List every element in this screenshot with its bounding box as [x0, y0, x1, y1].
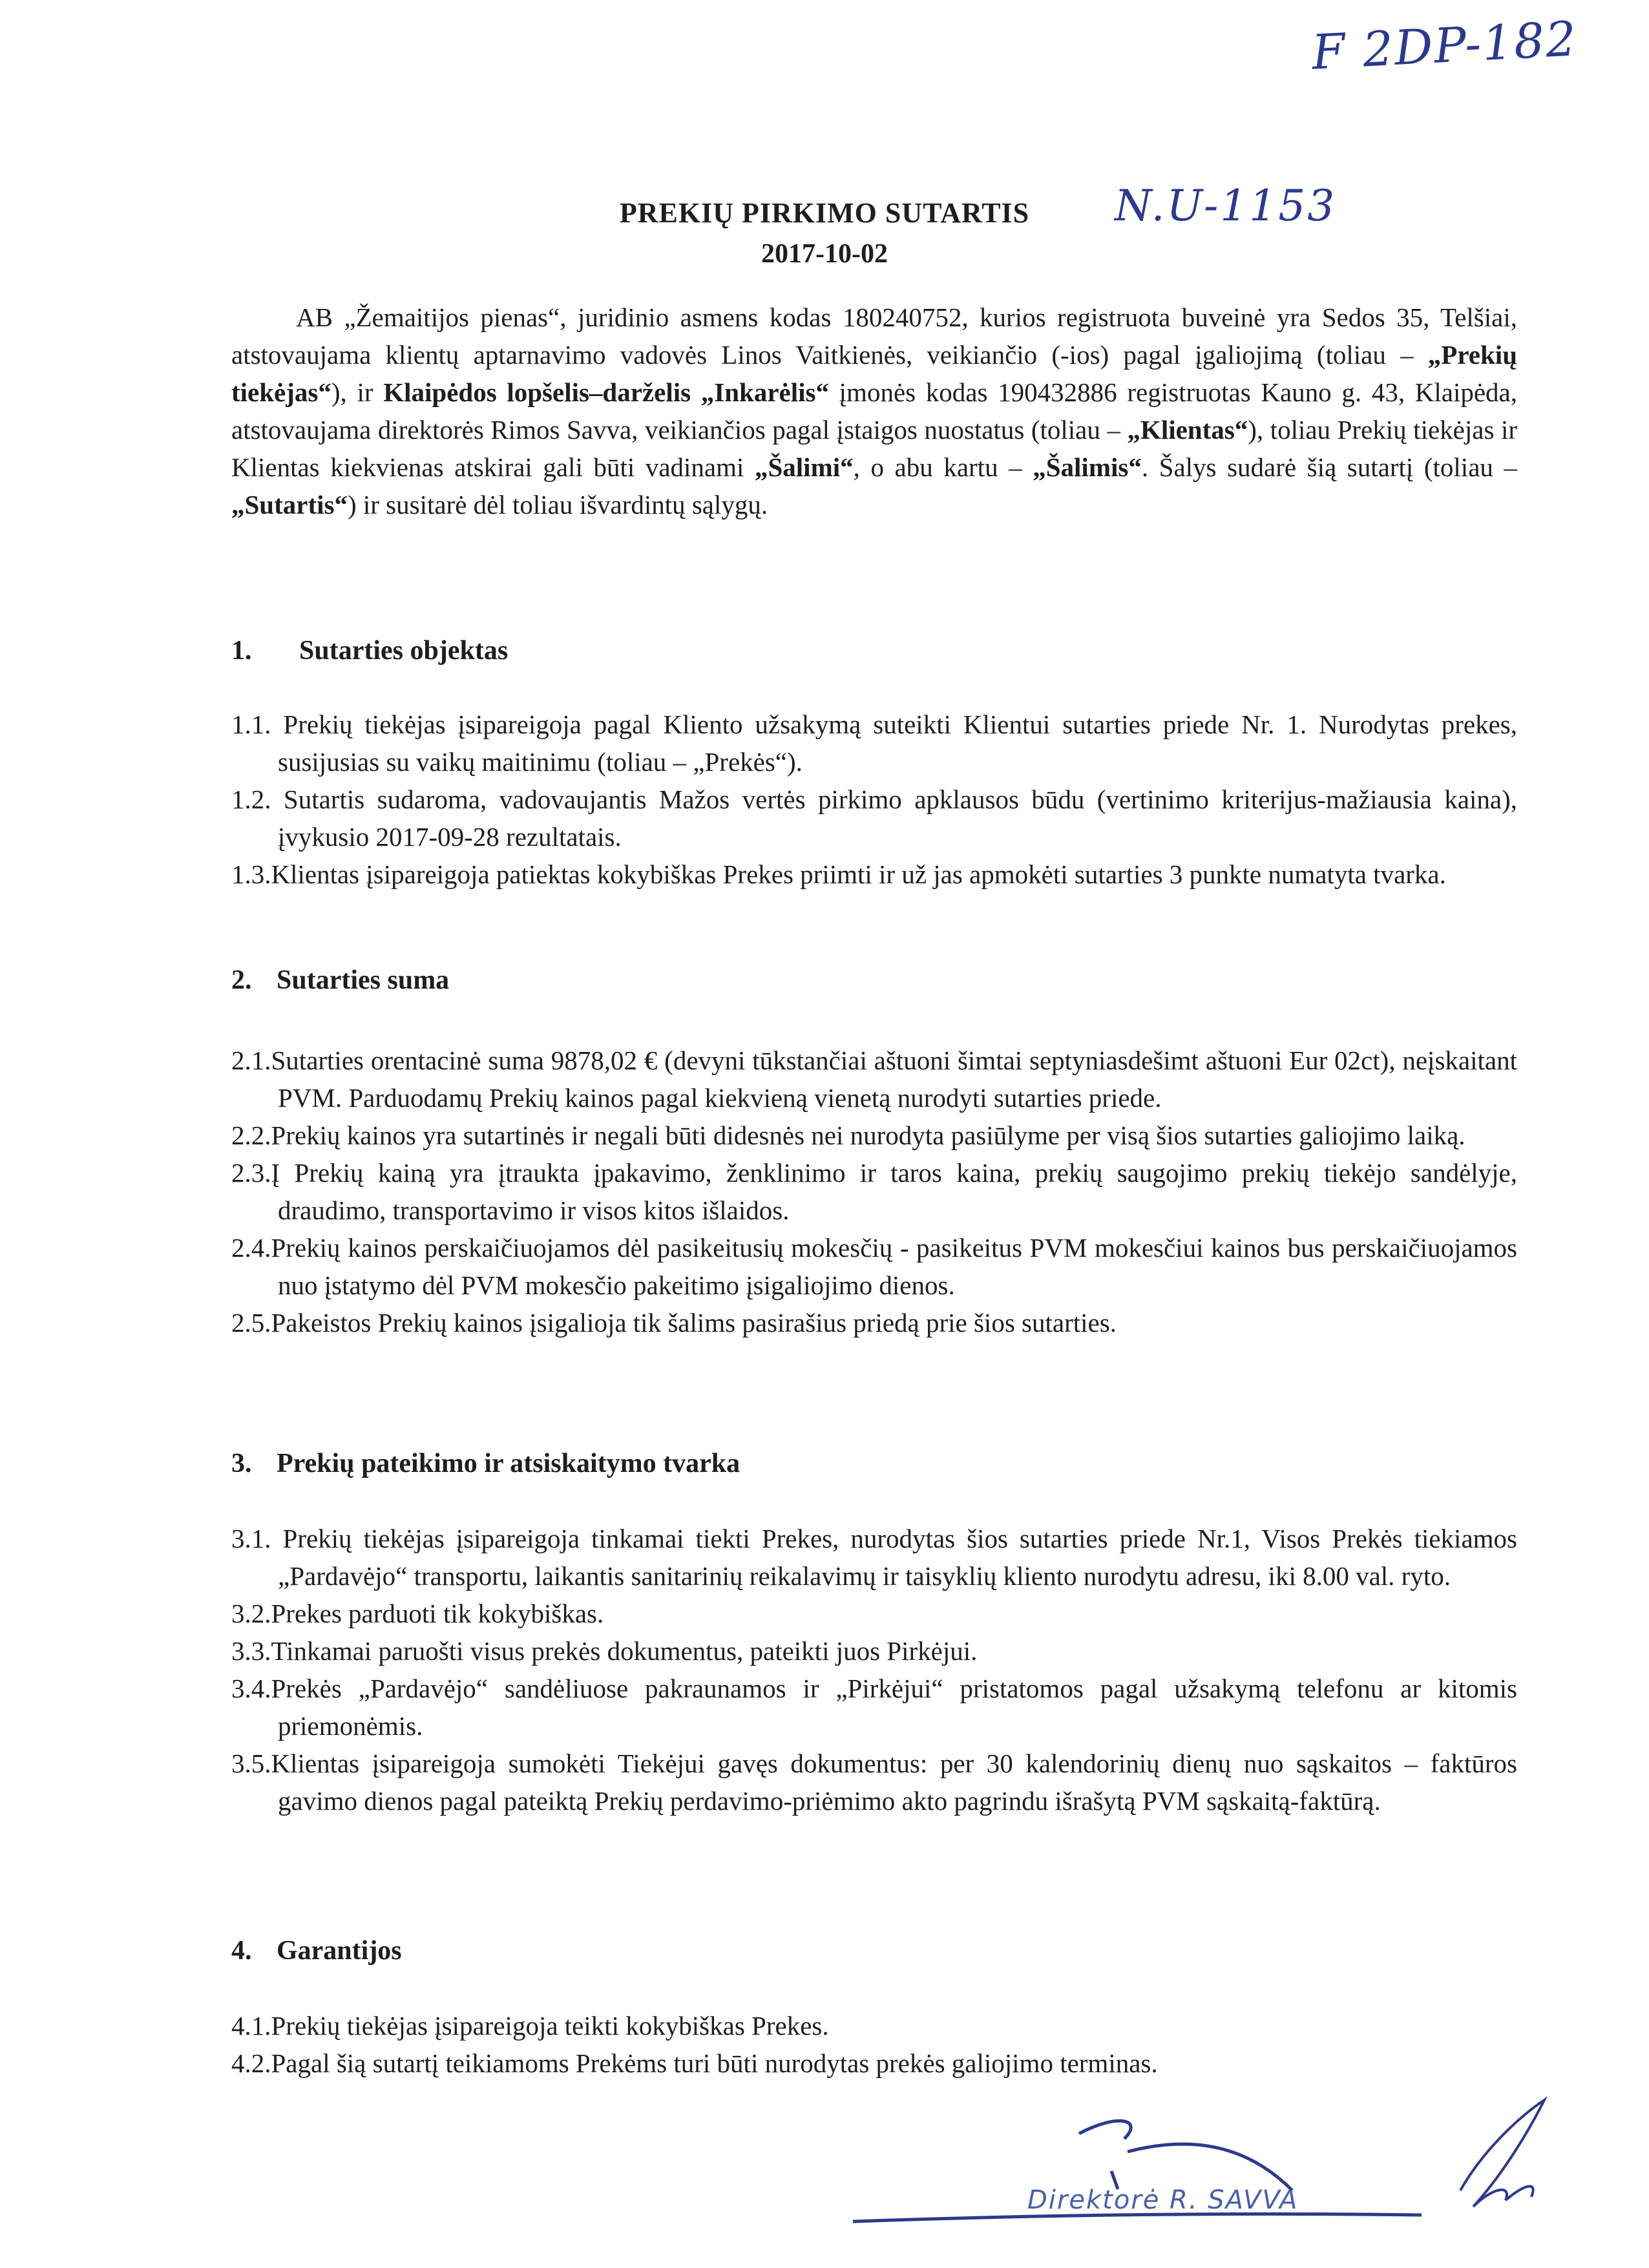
signatory-stamp: Direktorė R. SAVVA: [1027, 2185, 1299, 2215]
clause-1-1: 1.1. Prekių tiekėjas įsipareigoja pagal Kliento užsakymą suteikti Klientui sutarties priede Nr. 1. Nurodytas prekes, susijusias su vaikų maitinimu (toliau – „Prekės“).: [231, 709, 1517, 777]
handwritten-contract-number: N.U-1153: [1115, 181, 1337, 231]
document-date: 2017-10-02: [761, 239, 888, 269]
clause-1-3: 1.3.Klientas įsipareigoja patiektas kokybiškas Prekes priimti ir už jas apmokėti sutarties 3 punkte numatyta tvarka.: [231, 859, 1446, 889]
intro-text: ), toliau Prekių tiekėjas ir Klientas kiekvienas atskirai gali būti vadinami: [231, 415, 1517, 482]
intro-text: . Šalys sudarė šią sutartį (toliau –: [1141, 452, 1517, 482]
title-block: [0, 194, 1649, 273]
clause-2-2: 2.2.Prekių kainos yra sutartinės ir negali būti didesnės nei nurodyta pasiūlyme per visą šios sutarties galiojimo laiką.: [231, 1120, 1465, 1150]
intro-text: įmonės kodas 190432886 registruotas Kauno g. 43, Klaipėda, atstovaujama direktorės Rimos Savva, veikiančios pagal įstaigos nuostatus (toliau –: [231, 377, 1517, 445]
intro-term-parties: „Šalimis“: [1033, 452, 1142, 482]
section-number: 3.: [231, 1449, 252, 1478]
intro-text: , o abu kartu –: [853, 452, 1033, 482]
section-1-items: [231, 706, 1517, 893]
section-title: Prekių pateikimo ir atsiskaitymo tvarka: [277, 1449, 740, 1478]
section-title: Sutarties objektas: [299, 636, 509, 666]
intro-term-client: „Klientas“: [1127, 415, 1248, 445]
section-3-items: [231, 1520, 1517, 1820]
clause-2-1: 2.1.Sutarties orentacinė suma 9878,02 € (devyni tūkstančiai aštuoni šimtai septyniasdešimt aštuoni Eur 02ct), neįskaitant PVM. Parduodamų Prekių kainos pagal kiekvieną vienetą nurodyti sutarties priede.: [231, 1045, 1517, 1113]
section-title: Garantijos: [277, 1936, 402, 1966]
signature-area: [840, 2074, 1583, 2242]
section-2-items: [231, 1042, 1517, 1341]
section-heading-1: [231, 632, 508, 669]
clause-1-2: 1.2. Sutartis sudaroma, vadovaujantis Mažos vertės pirkimo apklausos būdu (vertinimo kriterijus-mažiausia kaina), įvykusio 2017-09-28 rezultatais.: [231, 784, 1517, 852]
clause-3-3: 3.3.Tinkamai paruošti visus prekės dokumentus, pateikti juos Pirkėjui.: [231, 1636, 978, 1666]
intro-term-kindergarten: Klaipėdos lopšelis–darželis „Inkarėlis“: [383, 377, 829, 407]
intro-term-contract: „Sutartis“: [231, 490, 348, 520]
intro-text: AB „Žemaitijos pienas“, juridinio asmens kodas 180240752, kurios registruota buveinė yra Sedos 35, Telšiai, atstovaujama klientų aptarnavimo vadovės Linos Vaitkienės, veikiančio (-ios) pagal įgaliojimą (toliau –: [231, 302, 1517, 370]
clause-2-3: 2.3.Į Prekių kainą yra įtraukta įpakavimo, ženklinimo ir taros kaina, prekių saugojimo prekių tiekėjo sandėlyje, draudimo, transportavimo ir visos kitos išlaidos.: [231, 1158, 1517, 1225]
intro-text: ) ir susitarė dėl toliau išvardintų sąlygų.: [347, 490, 768, 520]
handwritten-code: F 2DP-182: [1310, 11, 1579, 81]
intro-paragraph: [231, 299, 1517, 523]
clause-4-2: 4.2.Pagal šią sutartį teikiamoms Prekėms turi būti nurodytas prekės galiojimo terminas.: [231, 2048, 1158, 2078]
clause-3-4: 3.4.Prekės „Pardavėjo“ sandėliuose pakraunamos ir „Pirkėjui“ pristatomos pagal užsakymą telefonu ar kitomis priemonėmis.: [231, 1674, 1517, 1741]
clause-3-1: 3.1. Prekių tiekėjas įsipareigoja tinkamai tiekti Prekes, nurodytas šios sutarties priede Nr.1, Visos Prekės tiekiamos „Pardavėjo“ transportu, laikantis sanitarinių reikalavimų ir taisyklių kliento nurodytu adresu, iki 8.00 val. ryto.: [231, 1524, 1517, 1591]
section-4-items: [231, 2007, 1517, 2082]
clause-4-1: 4.1.Prekių tiekėjas įsipareigoja teikti kokybiškas Prekes.: [231, 2011, 829, 2041]
section-number: 1.: [231, 636, 252, 666]
clause-2-5: 2.5.Pakeistos Prekių kainos įsigalioja tik šalims pasirašius priedą prie šios sutarties.: [231, 1308, 1117, 1338]
intro-term-supplier: „Prekių tiekėjas“: [231, 340, 1517, 407]
section-heading-4: [231, 1932, 402, 1969]
clause-3-2: 3.2.Prekes parduoti tik kokybiškas.: [231, 1599, 604, 1628]
clause-2-4: 2.4.Prekių kainos perskaičiuojamos dėl pasikeitusių mokesčių - pasikeitus PVM mokesčiui kainos bus perskaičiuojamos nuo įstatymo dėl PVM mokesčio pakeitimo įsigaliojimo dienos.: [231, 1233, 1517, 1300]
clause-3-5: 3.5.Klientas įsipareigoja sumokėti Tiekėjui gavęs dokumentus: per 30 kalendorinių dienų nuo sąskaitos – faktūros gavimo dienos pagal pateiktą Prekių perdavimo-priėmimo akto pagrindu išrašytą PVM sąskaitą-faktūrą.: [231, 1748, 1517, 1816]
section-heading-3: [231, 1445, 740, 1482]
intro-text: ), ir: [331, 377, 384, 407]
section-number: 2.: [231, 965, 252, 995]
section-heading-2: [231, 961, 449, 999]
intro-term-party: „Šalimi“: [754, 452, 854, 482]
signature-strokes: [840, 2074, 1583, 2242]
section-number: 4.: [231, 1936, 252, 1966]
document-title: PREKIŲ PIRKIMO SUTARTIS: [619, 197, 1030, 229]
section-title: Sutarties suma: [277, 965, 450, 995]
